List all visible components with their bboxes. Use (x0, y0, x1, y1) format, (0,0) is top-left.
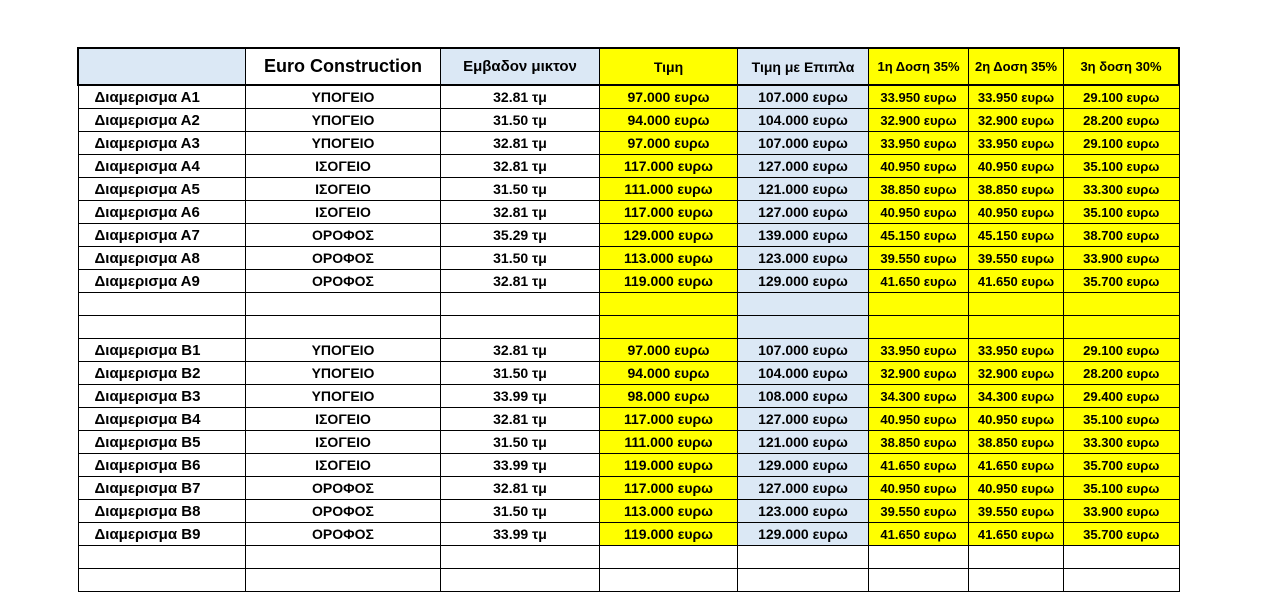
empty-cell[interactable] (969, 569, 1064, 592)
table-row (78, 132, 1179, 155)
price-cell[interactable]: 119.000 ευρω (600, 523, 738, 546)
installment-2-cell[interactable]: 33.950 ευρω (969, 132, 1064, 155)
empty-cell[interactable] (600, 569, 738, 592)
installment-2-cell[interactable]: 34.300 ευρω (969, 385, 1064, 408)
table-row (78, 224, 1179, 247)
header-price-furnished-cell[interactable]: Τιμη με Επιπλα (738, 48, 869, 85)
installment-1-cell[interactable]: 40.950 ευρω (869, 155, 969, 178)
price-cell[interactable]: 111.000 ευρω (600, 178, 738, 201)
table-row (78, 247, 1179, 270)
installment-2-cell[interactable]: 41.650 ευρω (969, 454, 1064, 477)
installment-1-cell[interactable]: 45.150 ευρω (869, 224, 969, 247)
installment-1-cell[interactable]: 41.650 ευρω (869, 270, 969, 293)
empty-row (78, 546, 1179, 569)
apartment-name-cell[interactable]: Διαμερισμα Α9 (78, 270, 246, 293)
apartment-name-cell[interactable]: Διαμερισμα Β5 (78, 431, 246, 454)
empty-row (78, 293, 1179, 316)
table-row (78, 155, 1179, 178)
price-furnished-cell[interactable]: 104.000 ευρω (738, 109, 869, 132)
area-cell[interactable]: 32.81 τμ (441, 339, 600, 362)
installment-3-cell[interactable]: 38.700 ευρω (1064, 224, 1180, 247)
table-row (78, 270, 1179, 293)
installment-3-cell[interactable]: 35.700 ευρω (1064, 523, 1180, 546)
installment-3-cell[interactable]: 35.100 ευρω (1064, 201, 1180, 224)
installment-3-cell[interactable]: 33.900 ευρω (1064, 500, 1180, 523)
area-cell[interactable]: 32.81 τμ (441, 477, 600, 500)
price-cell[interactable]: 98.000 ευρω (600, 385, 738, 408)
floor-cell[interactable]: ΟΡΟΦΟΣ (246, 500, 441, 523)
area-cell[interactable]: 32.81 τμ (441, 155, 600, 178)
installment-2-cell[interactable]: 40.950 ευρω (969, 155, 1064, 178)
floor-cell[interactable]: ΥΠΟΓΕΙΟ (246, 85, 441, 109)
price-furnished-cell[interactable]: 107.000 ευρω (738, 132, 869, 155)
apartment-name-cell[interactable]: Διαμερισμα Α3 (78, 132, 246, 155)
price-furnished-cell[interactable]: 127.000 ευρω (738, 155, 869, 178)
empty-cell[interactable] (441, 569, 600, 592)
empty-cell[interactable] (869, 293, 969, 316)
price-furnished-cell[interactable]: 121.000 ευρω (738, 178, 869, 201)
apartment-name-cell[interactable]: Διαμερισμα Β9 (78, 523, 246, 546)
header-area-cell[interactable]: Εμβαδον μικτον (441, 48, 600, 85)
area-cell[interactable]: 33.99 τμ (441, 523, 600, 546)
apartment-name-cell[interactable]: Διαμερισμα Β3 (78, 385, 246, 408)
installment-3-cell[interactable]: 29.100 ευρω (1064, 85, 1180, 109)
apartment-name-cell[interactable]: Διαμερισμα Β7 (78, 477, 246, 500)
installment-1-cell[interactable]: 40.950 ευρω (869, 408, 969, 431)
table-row (78, 109, 1179, 132)
apartment-name-cell[interactable]: Διαμερισμα Β1 (78, 339, 246, 362)
price-furnished-cell[interactable]: 129.000 ευρω (738, 523, 869, 546)
installment-1-cell[interactable]: 40.950 ευρω (869, 477, 969, 500)
installment-2-cell[interactable]: 38.850 ευρω (969, 431, 1064, 454)
apartment-name-cell[interactable]: Διαμερισμα Α5 (78, 178, 246, 201)
empty-cell[interactable] (78, 546, 246, 569)
floor-cell[interactable]: ΟΡΟΦΟΣ (246, 270, 441, 293)
price-cell[interactable]: 119.000 ευρω (600, 454, 738, 477)
installment-3-cell[interactable]: 35.100 ευρω (1064, 408, 1180, 431)
installment-2-cell[interactable]: 41.650 ευρω (969, 523, 1064, 546)
installment-2-cell[interactable]: 40.950 ευρω (969, 201, 1064, 224)
installment-2-cell[interactable]: 40.950 ευρω (969, 408, 1064, 431)
header-installment-3-cell[interactable]: 3η δοση 30% (1064, 48, 1180, 85)
table-row (78, 523, 1179, 546)
table-row (78, 408, 1179, 431)
installment-3-cell[interactable]: 33.300 ευρω (1064, 431, 1180, 454)
floor-cell[interactable]: ΙΣΟΓΕΙΟ (246, 454, 441, 477)
empty-row (78, 569, 1179, 592)
installment-2-cell[interactable]: 40.950 ευρω (969, 477, 1064, 500)
table-row (78, 477, 1179, 500)
empty-cell[interactable] (78, 293, 246, 316)
empty-cell[interactable] (869, 569, 969, 592)
empty-cell[interactable] (78, 316, 246, 339)
floor-cell[interactable]: ΥΠΟΓΕΙΟ (246, 362, 441, 385)
installment-3-cell[interactable]: 28.200 ευρω (1064, 362, 1180, 385)
price-cell[interactable]: 113.000 ευρω (600, 247, 738, 270)
installment-1-cell[interactable]: 33.950 ευρω (869, 339, 969, 362)
floor-cell[interactable]: ΙΣΟΓΕΙΟ (246, 408, 441, 431)
installment-2-cell[interactable]: 39.550 ευρω (969, 500, 1064, 523)
empty-cell[interactable] (600, 293, 738, 316)
price-cell[interactable]: 119.000 ευρω (600, 270, 738, 293)
installment-2-cell[interactable]: 32.900 ευρω (969, 109, 1064, 132)
apartment-name-cell[interactable]: Διαμερισμα Α7 (78, 224, 246, 247)
empty-cell[interactable] (600, 546, 738, 569)
installment-3-cell[interactable]: 29.100 ευρω (1064, 132, 1180, 155)
floor-cell[interactable]: ΙΣΟΓΕΙΟ (246, 178, 441, 201)
empty-cell[interactable] (600, 316, 738, 339)
installment-2-cell[interactable]: 45.150 ευρω (969, 224, 1064, 247)
area-cell[interactable]: 35.29 τμ (441, 224, 600, 247)
apartment-name-cell[interactable]: Διαμερισμα Β4 (78, 408, 246, 431)
price-furnished-cell[interactable]: 127.000 ευρω (738, 477, 869, 500)
empty-cell[interactable] (969, 293, 1064, 316)
floor-cell[interactable]: ΟΡΟΦΟΣ (246, 224, 441, 247)
installment-3-cell[interactable]: 29.100 ευρω (1064, 339, 1180, 362)
floor-cell[interactable]: ΟΡΟΦΟΣ (246, 523, 441, 546)
price-cell[interactable]: 117.000 ευρω (600, 477, 738, 500)
price-furnished-cell[interactable]: 139.000 ευρω (738, 224, 869, 247)
empty-row (78, 316, 1179, 339)
area-cell[interactable]: 31.50 τμ (441, 178, 600, 201)
floor-cell[interactable]: ΥΠΟΓΕΙΟ (246, 109, 441, 132)
area-cell[interactable]: 31.50 τμ (441, 431, 600, 454)
table-row (78, 201, 1179, 224)
installment-3-cell[interactable]: 35.700 ευρω (1064, 454, 1180, 477)
floor-cell[interactable]: ΥΠΟΓΕΙΟ (246, 132, 441, 155)
empty-cell[interactable] (1064, 316, 1180, 339)
empty-cell[interactable] (869, 316, 969, 339)
empty-cell[interactable] (441, 546, 600, 569)
installment-1-cell[interactable]: 38.850 ευρω (869, 431, 969, 454)
installment-1-cell[interactable]: 33.950 ευρω (869, 132, 969, 155)
empty-cell[interactable] (969, 316, 1064, 339)
area-cell[interactable]: 32.81 τμ (441, 201, 600, 224)
price-furnished-cell[interactable]: 129.000 ευρω (738, 270, 869, 293)
installment-3-cell[interactable]: 35.100 ευρω (1064, 155, 1180, 178)
price-cell[interactable]: 94.000 ευρω (600, 362, 738, 385)
apartment-name-cell[interactable]: Διαμερισμα Α2 (78, 109, 246, 132)
installment-1-cell[interactable]: 40.950 ευρω (869, 201, 969, 224)
empty-cell[interactable] (738, 316, 869, 339)
price-furnished-cell[interactable]: 121.000 ευρω (738, 431, 869, 454)
installment-3-cell[interactable]: 33.900 ευρω (1064, 247, 1180, 270)
table-row (78, 385, 1179, 408)
price-furnished-cell[interactable]: 123.000 ευρω (738, 500, 869, 523)
installment-1-cell[interactable]: 32.900 ευρω (869, 109, 969, 132)
header-name-cell[interactable] (78, 48, 246, 85)
area-cell[interactable]: 32.81 τμ (441, 408, 600, 431)
price-cell[interactable]: 97.000 ευρω (600, 132, 738, 155)
empty-cell[interactable] (738, 293, 869, 316)
table-body (78, 85, 1179, 592)
header-row (78, 48, 1179, 85)
installment-2-cell[interactable]: 41.650 ευρω (969, 270, 1064, 293)
apartment-name-cell[interactable]: Διαμερισμα Β6 (78, 454, 246, 477)
price-cell[interactable]: 97.000 ευρω (600, 85, 738, 109)
floor-cell[interactable]: ΙΣΟΓΕΙΟ (246, 201, 441, 224)
apartment-name-cell[interactable]: Διαμερισμα Α1 (78, 85, 246, 109)
installment-2-cell[interactable]: 33.950 ευρω (969, 339, 1064, 362)
floor-cell[interactable]: ΟΡΟΦΟΣ (246, 477, 441, 500)
table-row (78, 362, 1179, 385)
installment-1-cell[interactable]: 39.550 ευρω (869, 500, 969, 523)
installment-1-cell[interactable]: 41.650 ευρω (869, 523, 969, 546)
price-furnished-cell[interactable]: 104.000 ευρω (738, 362, 869, 385)
apartment-name-cell[interactable]: Διαμερισμα Α6 (78, 201, 246, 224)
empty-cell[interactable] (1064, 293, 1180, 316)
installment-3-cell[interactable]: 35.700 ευρω (1064, 270, 1180, 293)
header-installment-1-cell[interactable]: 1η Δοση 35% (869, 48, 969, 85)
table-row (78, 178, 1179, 201)
price-furnished-cell[interactable]: 108.000 ευρω (738, 385, 869, 408)
installment-1-cell[interactable]: 34.300 ευρω (869, 385, 969, 408)
installment-2-cell[interactable]: 38.850 ευρω (969, 178, 1064, 201)
price-cell[interactable]: 113.000 ευρω (600, 500, 738, 523)
area-cell[interactable]: 31.50 τμ (441, 362, 600, 385)
table-row (78, 454, 1179, 477)
area-cell[interactable]: 33.99 τμ (441, 385, 600, 408)
apartment-name-cell[interactable]: Διαμερισμα Α4 (78, 155, 246, 178)
price-cell[interactable]: 117.000 ευρω (600, 201, 738, 224)
empty-cell[interactable] (441, 316, 600, 339)
installment-2-cell[interactable]: 32.900 ευρω (969, 362, 1064, 385)
price-cell[interactable]: 94.000 ευρω (600, 109, 738, 132)
empty-cell[interactable] (738, 569, 869, 592)
table-row (78, 339, 1179, 362)
area-cell[interactable]: 31.50 τμ (441, 247, 600, 270)
price-furnished-cell[interactable]: 107.000 ευρω (738, 339, 869, 362)
apartment-name-cell[interactable]: Διαμερισμα Β2 (78, 362, 246, 385)
empty-cell[interactable] (246, 546, 441, 569)
installment-1-cell[interactable]: 41.650 ευρω (869, 454, 969, 477)
empty-cell[interactable] (738, 546, 869, 569)
table-row (78, 85, 1179, 109)
empty-cell[interactable] (78, 569, 246, 592)
price-cell[interactable]: 129.000 ευρω (600, 224, 738, 247)
price-cell[interactable]: 117.000 ευρω (600, 155, 738, 178)
floor-cell[interactable]: ΥΠΟΓΕΙΟ (246, 339, 441, 362)
installment-3-cell[interactable]: 29.400 ευρω (1064, 385, 1180, 408)
area-cell[interactable]: 32.81 τμ (441, 85, 600, 109)
installment-2-cell[interactable]: 39.550 ευρω (969, 247, 1064, 270)
empty-cell[interactable] (441, 293, 600, 316)
price-furnished-cell[interactable]: 123.000 ευρω (738, 247, 869, 270)
apartment-price-table (77, 47, 1180, 592)
empty-cell[interactable] (1064, 569, 1180, 592)
price-furnished-cell[interactable]: 129.000 ευρω (738, 454, 869, 477)
installment-2-cell[interactable]: 33.950 ευρω (969, 85, 1064, 109)
installment-3-cell[interactable]: 28.200 ευρω (1064, 109, 1180, 132)
floor-cell[interactable]: ΙΣΟΓΕΙΟ (246, 155, 441, 178)
header-brand-cell[interactable]: Euro Construction (246, 48, 441, 85)
header-installment-2-cell[interactable]: 2η Δοση 35% (969, 48, 1064, 85)
apartment-name-cell[interactable]: Διαμερισμα Α8 (78, 247, 246, 270)
header-price-cell[interactable]: Τιμη (600, 48, 738, 85)
empty-cell[interactable] (969, 546, 1064, 569)
area-cell[interactable]: 31.50 τμ (441, 500, 600, 523)
apartment-name-cell[interactable]: Διαμερισμα Β8 (78, 500, 246, 523)
table-row (78, 500, 1179, 523)
installment-1-cell[interactable]: 33.950 ευρω (869, 85, 969, 109)
installment-3-cell[interactable]: 33.300 ευρω (1064, 178, 1180, 201)
empty-cell[interactable] (869, 546, 969, 569)
floor-cell[interactable]: ΙΣΟΓΕΙΟ (246, 431, 441, 454)
area-cell[interactable]: 31.50 τμ (441, 109, 600, 132)
installment-1-cell[interactable]: 38.850 ευρω (869, 178, 969, 201)
installment-3-cell[interactable]: 35.100 ευρω (1064, 477, 1180, 500)
table-row (78, 431, 1179, 454)
price-furnished-cell[interactable]: 107.000 ευρω (738, 85, 869, 109)
floor-cell[interactable]: ΟΡΟΦΟΣ (246, 247, 441, 270)
price-furnished-cell[interactable]: 127.000 ευρω (738, 408, 869, 431)
area-cell[interactable]: 32.81 τμ (441, 132, 600, 155)
installment-1-cell[interactable]: 39.550 ευρω (869, 247, 969, 270)
empty-cell[interactable] (246, 316, 441, 339)
price-cell[interactable]: 117.000 ευρω (600, 408, 738, 431)
area-cell[interactable]: 32.81 τμ (441, 270, 600, 293)
floor-cell[interactable]: ΥΠΟΓΕΙΟ (246, 385, 441, 408)
empty-cell[interactable] (246, 293, 441, 316)
area-cell[interactable]: 33.99 τμ (441, 454, 600, 477)
empty-cell[interactable] (246, 569, 441, 592)
price-cell[interactable]: 111.000 ευρω (600, 431, 738, 454)
installment-1-cell[interactable]: 32.900 ευρω (869, 362, 969, 385)
price-furnished-cell[interactable]: 127.000 ευρω (738, 201, 869, 224)
price-cell[interactable]: 97.000 ευρω (600, 339, 738, 362)
empty-cell[interactable] (1064, 546, 1180, 569)
